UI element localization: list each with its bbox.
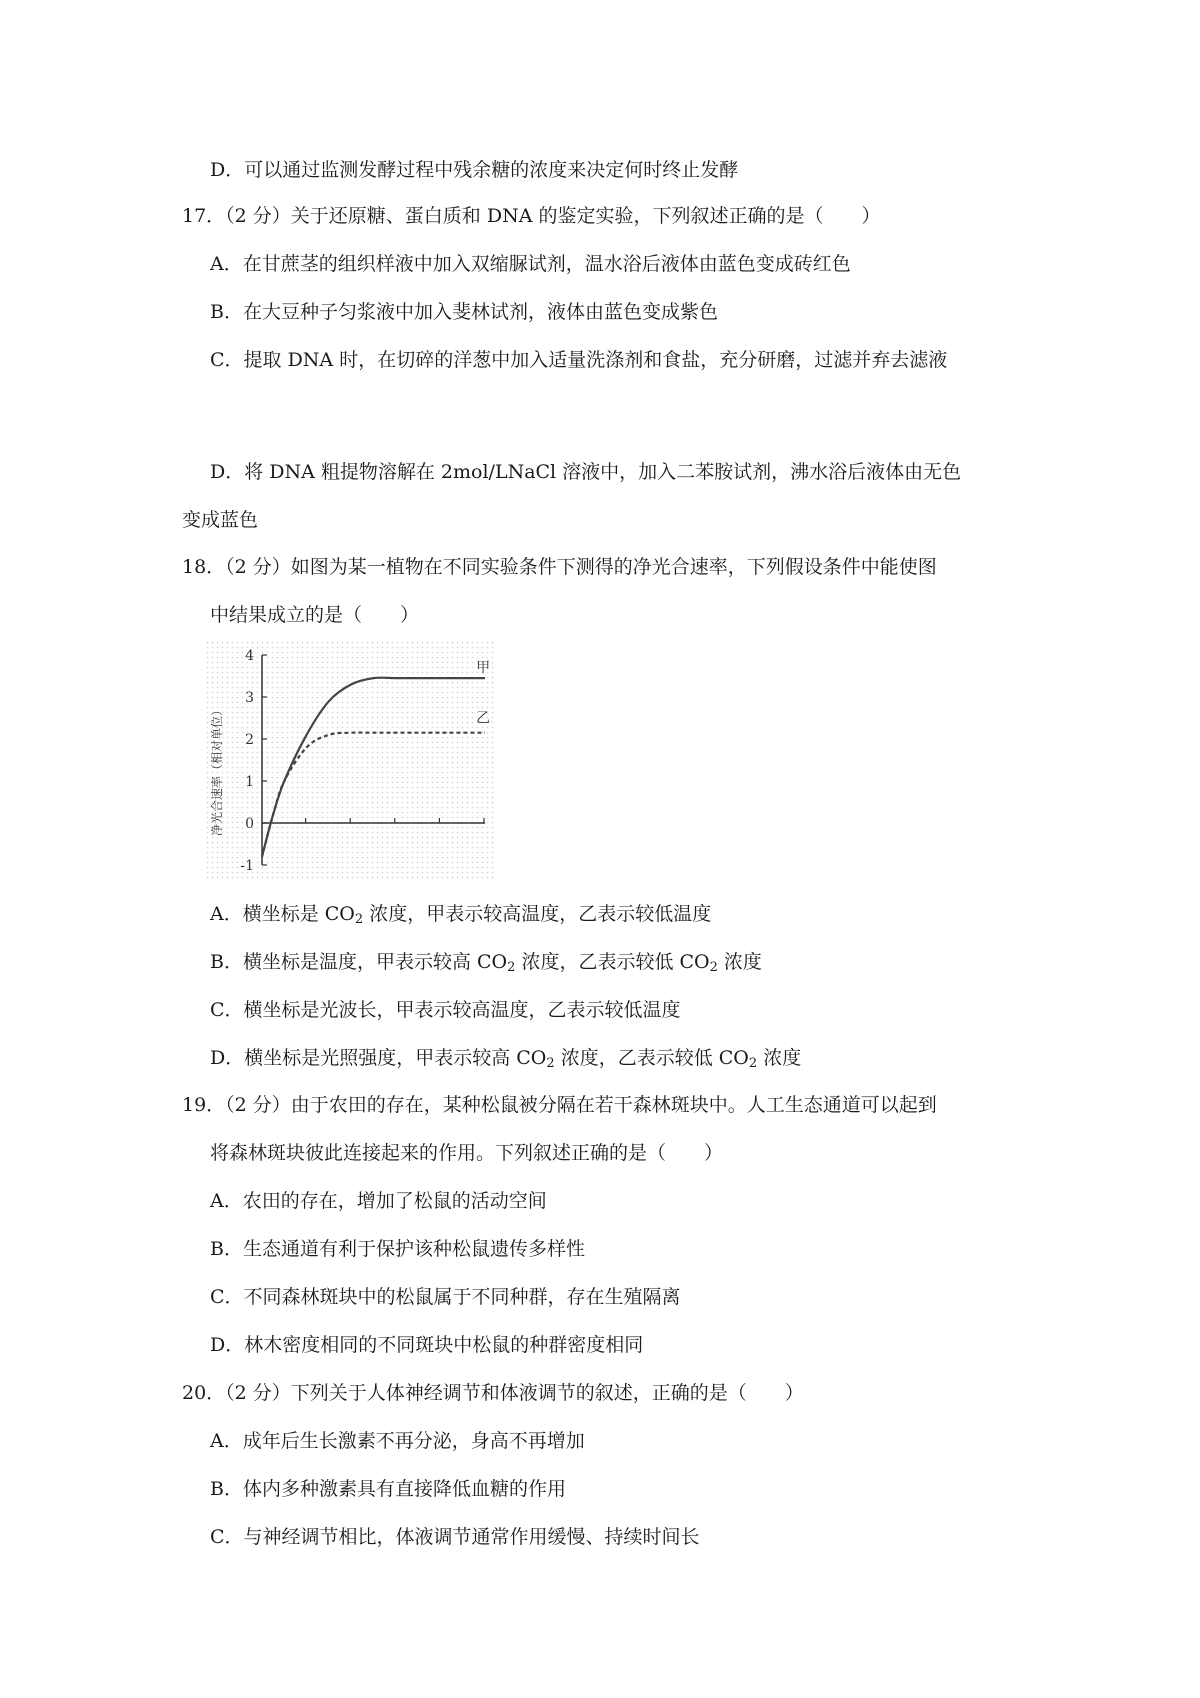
series-jia-label: 甲 <box>476 660 491 677</box>
q20-stem: 20．（2 分）下列关于人体神经调节和体液调节的叙述，正确的是（ ） <box>182 1382 804 1404</box>
q16-option-d: D．可以通过监测发酵过程中残余糖的浓度来决定何时终止发酵 <box>210 159 739 181</box>
y-tick-label: -1 <box>240 858 254 874</box>
y-tick-label: 3 <box>245 690 254 706</box>
series-yi-label: 乙 <box>476 710 491 727</box>
q20-option-a: A．成年后生长激素不再分泌，身高不再增加 <box>210 1430 585 1452</box>
y-tick-label: 1 <box>245 774 254 790</box>
q17-stem: 17．（2 分）关于还原糖、蛋白质和 DNA 的鉴定实验，下列叙述正确的是（ ） <box>182 205 881 227</box>
y-tick-label: 0 <box>245 816 254 832</box>
q19-stem-cont: 将森林斑块彼此连接起来的作用。下列叙述正确的是（ ） <box>210 1142 724 1164</box>
q18-option-b: B．横坐标是温度，甲表示较高 $CO_2$ 浓度，乙表示较低 $CO_2$ 浓度 <box>210 951 762 975</box>
q19-option-d: D．林木密度相同的不同斑块中松鼠的种群密度相同 <box>210 1334 644 1356</box>
net-photosynthesis-graph <box>205 640 495 880</box>
q18-option-c: C．横坐标是光波长，甲表示较高温度，乙表示较低温度 <box>210 999 681 1021</box>
q17-option-a: A．在甘蔗茎的组织样液中加入双缩脲试剂，温水浴后液体由蓝色变成砖红色 <box>210 253 851 275</box>
y-axis-label: 净光合速率（相对单位） <box>210 703 224 837</box>
q17-option-d-cont: 变成蓝色 <box>182 509 259 531</box>
q17-option-c: C．提取 DNA 时，在切碎的洋葱中加入适量洗涤剂和食盐，充分研磨，过滤并弃去滤液 <box>210 349 948 371</box>
q19-option-c: C．不同森林斑块中的松鼠属于不同种群，存在生殖隔离 <box>210 1286 681 1308</box>
q19-option-a: A．农田的存在，增加了松鼠的活动空间 <box>210 1190 547 1212</box>
y-tick-label: 4 <box>245 648 254 664</box>
y-tick-label: 2 <box>245 732 254 748</box>
q18-stem: 18．（2 分）如图为某一植物在不同实验条件下测得的净光合速率，下列假设条件中能使图 <box>182 556 937 578</box>
q19-stem: 19．（2 分）由于农田的存在，某种松鼠被分隔在若干森林斑块中。人工生态通道可以起到 <box>182 1094 937 1116</box>
q18-stem-cont: 中结果成立的是（ ） <box>210 604 420 626</box>
q17-option-d: D．将 DNA 粗提物溶解在 2mol/LNaCl 溶液中，加入二苯胺试剂，沸水浴后液体由无色 <box>210 461 962 483</box>
q19-option-b: B．生态通道有利于保护该种松鼠遗传多样性 <box>210 1238 585 1260</box>
q18-option-a: A．横坐标是 $CO_2$ 浓度，甲表示较高温度，乙表示较低温度 <box>210 903 712 927</box>
q17-option-b: B．在大豆种子匀浆液中加入斐林试剂，液体由蓝色变成紫色 <box>210 301 718 323</box>
q18-option-d: D．横坐标是光照强度，甲表示较高 $CO_2$ 浓度，乙表示较低 $CO_2$ 浓度 <box>210 1047 802 1071</box>
graph-dotted-background <box>205 640 495 880</box>
q20-option-c: C．与神经调节相比，体液调节通常作用缓慢、持续时间长 <box>210 1526 700 1548</box>
q20-option-b: B．体内多种激素具有直接降低血糖的作用 <box>210 1478 566 1500</box>
